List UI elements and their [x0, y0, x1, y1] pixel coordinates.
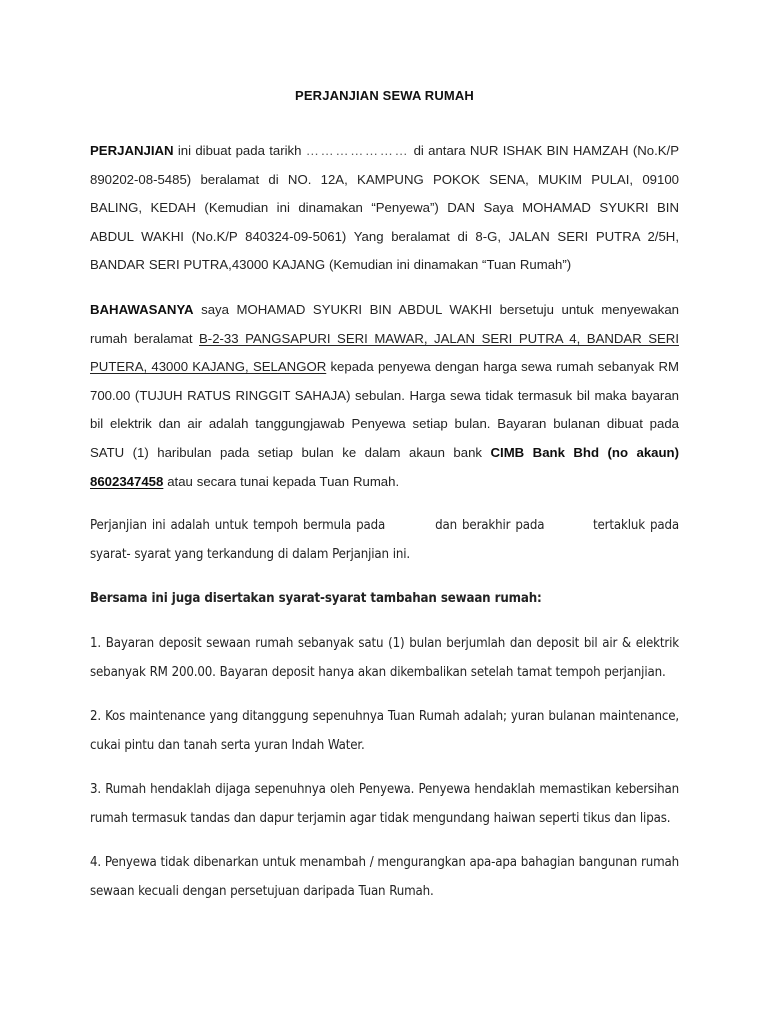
terms-section-heading: Bersama ini juga disertakan syarat-syarat tambahan sewaan rumah: — [90, 591, 542, 607]
paragraph-parties-lead: PERJANJIAN — [90, 143, 174, 158]
paragraph-parties-text-a: ini dibuat pada tarikh — [173, 143, 306, 158]
term-item-1: 1. Bayaran deposit sewaan rumah sebanyak satu (1) bulan berjumlah dan deposit bil air & elektrik sebanyak RM 200.00. Bayaran deposit hanya akan dikembalikan setelah tamat tempoh perjanjian. — [90, 635, 679, 680]
end-date-blank — [549, 518, 588, 533]
tenancy-period-text-c: tertakluk pada syarat- syarat yang terkandung di dalam Perjanjian ini. — [90, 518, 679, 562]
paragraph-agreement — [90, 296, 679, 496]
document-body — [90, 88, 679, 907]
tenancy-period-text-a: Perjanjian ini adalah untuk tempoh bermula pada — [90, 518, 391, 534]
paragraph-agreement-text-b: kepada penyewa dengan harga sewa rumah sebanyak RM 700.00 (TUJUH RATUS RINGGIT SAHAJA) sebulan. Harga sewa tidak termasuk bil maka bayaran bil elektrik dan air adalah tanggungjawab Penyewa setiap bulan. Bayaran bulanan dibuat pada SATU (1) haribulan pada setiap bulan ke dalam akaun bank — [90, 359, 679, 460]
paragraph-agreement-text-c: atau secara tunai kepada Tuan Rumah. — [163, 473, 400, 489]
term-item-2: 2. Kos maintenance yang ditanggung sepenuhnya Tuan Rumah adalah; yuran bulanan maintenance, cukai pintu dan tanah serta yuran Indah Water. — [90, 709, 679, 753]
page-title: PERJANJIAN SEWA RUMAH — [295, 88, 474, 103]
paragraph-agreement-text-a: saya MOHAMAD SYUKRI BIN ABDUL WAKHI bersetuju untuk menyewakan rumah beralamat — [90, 301, 679, 346]
bank-name-label: CIMB Bank Bhd (no akaun) — [490, 444, 679, 460]
term-item-4: 4. Penyewa tidak dibenarkan untuk menambah / mengurangkan apa-apa bahagian bangunan rumah sewaan kecuali dengan persetujuan daripada Tuan Rumah. — [90, 855, 679, 900]
rental-property-address: B-2-33 PANGSAPURI SERI MAWAR, JALAN SERI PUTRA 4, BANDAR SERI PUTERA, 43000 KAJANG, SELANGOR — [90, 330, 679, 375]
start-date-blank — [390, 518, 435, 533]
date-blank-dots: ………………… — [305, 143, 410, 158]
term-item-3: 3. Rumah hendaklah dijaga sepenuhnya oleh Penyewa. Penyewa hendaklah memastikan kebersihan rumah termasuk tandas dan dapur terjamin agar tidak mengundang haiwan seperti tikus dan lipas. — [90, 782, 679, 826]
bank-account-number: 8602347458 — [90, 473, 164, 489]
paragraph-tenancy-period — [90, 512, 679, 569]
tenancy-period-text-b: dan berakhir pada — [435, 518, 550, 534]
paragraph-parties-text-b: di antara NUR ISHAK BIN HAMZAH (No.K/P 890202-08-5485) beralamat di NO. 12A, KAMPUNG POKOK SENA, MUKIM PULAI, 09100 BALING, KEDAH (Kemudian ini dinamakan “Penyewa”) DAN Saya MOHAMAD SYUKRI BIN ABDUL WAKHI (No.K/P 840324-09-5061) Yang beralamat di 8-G, JALAN SERI PUTRA 2/5H, BANDAR SERI PUTRA,43000 KAJANG (Kemudian ini dinamakan “Tuan Rumah”) — [90, 143, 680, 273]
paragraph-agreement-lead: BAHAWASANYA — [90, 301, 194, 317]
paragraph-parties — [90, 137, 679, 280]
